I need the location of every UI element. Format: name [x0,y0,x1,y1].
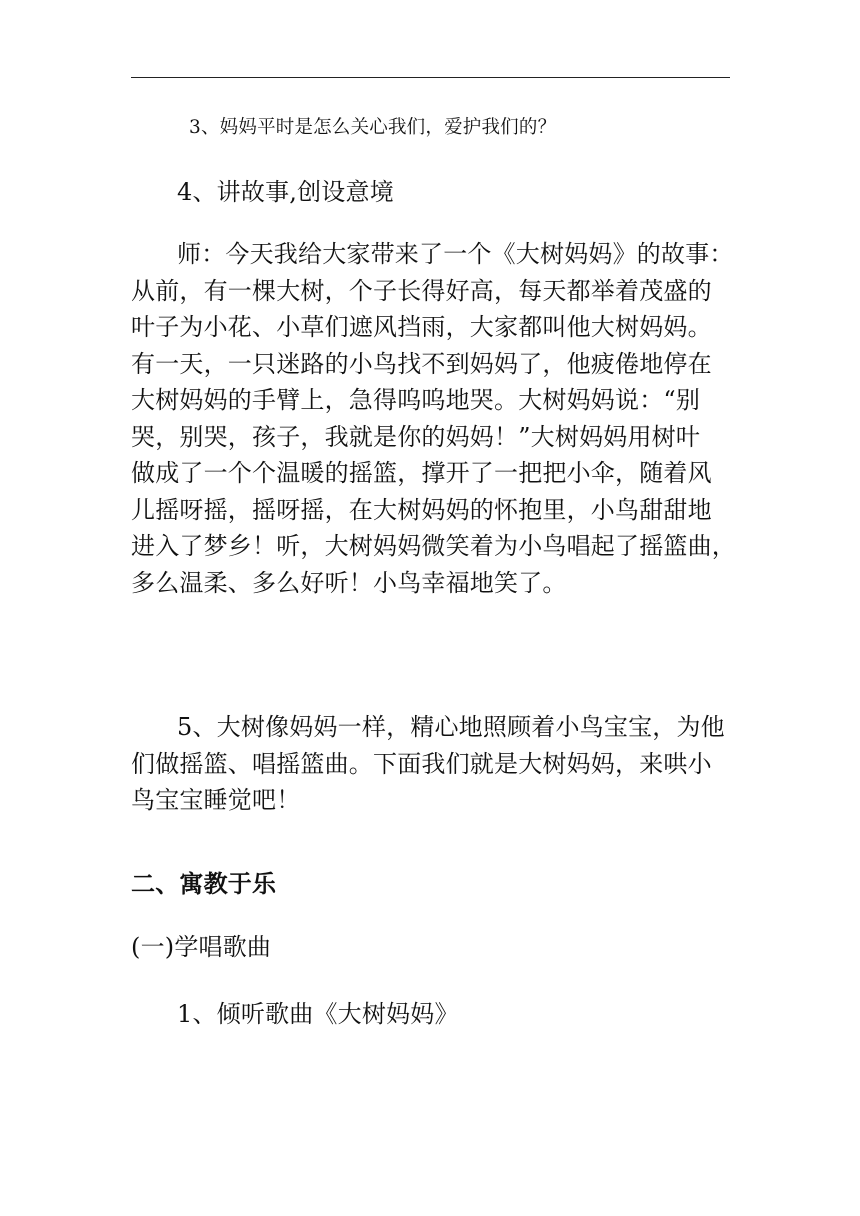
subsection-1-heading: (一)学唱歌曲 [131,933,272,961]
story-line: 从前，有一棵大树，个子长得好高，每天都举着茂盛的 [131,276,712,305]
story-line: 师：今天我给大家带来了一个《大树妈妈》的故事： [177,240,734,268]
story-line: 多么温柔、多么好听！小鸟幸福地笑了。 [131,568,567,597]
story-line: 哭，别哭，孩子，我就是你的妈妈！”大树妈妈用树叶 [131,422,701,451]
step-5-line: 鸟宝宝睡觉吧！ [131,786,301,814]
step-5-line: 们做摇篮、唱摇篮曲。下面我们就是大树妈妈，来哄小 [131,749,712,778]
question-3: 3、妈妈平时是怎么关心我们，爱护我们的？ [189,117,557,138]
step-5-line: 5、大树像妈妈一样，精心地照顾着小鸟宝宝，为他 [177,713,725,741]
step-5-paragraph [131,709,731,819]
story-line: 进入了梦乡！听，大树妈妈微笑着为小鸟唱起了摇篮曲， [131,532,736,560]
story-line: 儿摇呀摇，摇呀摇，在大树妈妈的怀抱里，小鸟甜甜地 [131,495,712,524]
header-rule [131,77,730,78]
step-4-heading: 4、讲故事,创设意境 [177,178,394,206]
story-line: 叶子为小花、小草们遮风挡雨，大家都叫他大树妈妈。 [131,313,712,341]
story-paragraph [131,236,736,601]
story-line: 做成了一个个温暖的摇篮，撑开了一把把小伞，随着风 [131,459,712,487]
story-line: 大树妈妈的手臂上，急得呜呜地哭。大树妈妈说：“别 [131,386,701,414]
step-1-heading: 1、倾听歌曲《大树妈妈》 [177,1000,459,1028]
story-line: 有一天，一只迷路的小鸟找不到妈妈了，他疲倦地停在 [131,349,712,378]
section-2-heading: 二、寓教于乐 [131,869,277,898]
